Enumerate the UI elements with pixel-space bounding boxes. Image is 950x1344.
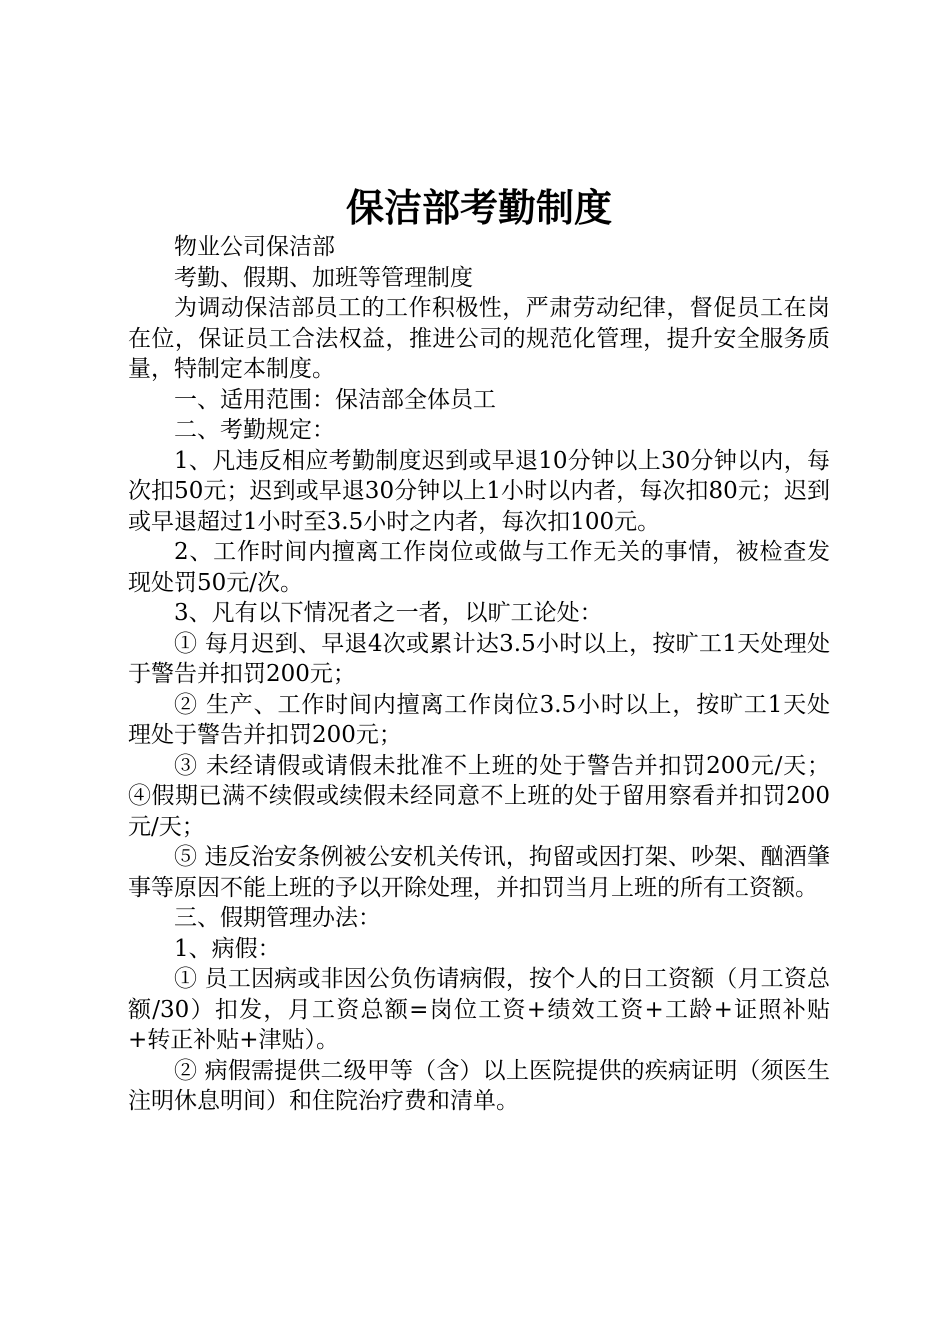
paragraph-item-2: ② 生产、工作时间内擅离工作岗位3.5小时以上，按旷工1天处理处于警告并扣罚200元； bbox=[128, 691, 830, 748]
paragraph-scope: 一、适用范围：保洁部全体员工 bbox=[174, 386, 496, 413]
paragraph-rule-1: 1、凡违反相应考勤制度迟到或早退10分钟以上30分钟以内，每次扣50元；迟到或早退30分钟以上1小时以内者，每次扣80元；迟到或早退超过1小时至3.5小时之内者，每次扣100元。 bbox=[128, 447, 830, 535]
paragraph-rule-3: 3、凡有以下情况者之一者，以旷工论处： bbox=[174, 600, 603, 626]
paragraph-leave-heading: 三、假期管理办法： bbox=[174, 905, 381, 931]
paragraph-department: 物业公司保洁部 bbox=[174, 234, 335, 260]
paragraph-item-3-4: ③ 未经请假或请假未批准不上班的处于警告并扣罚200元/天；④假期已满不续假或续假未经同意不上班的处于留用察看并扣罚200元/天； bbox=[128, 752, 830, 840]
paragraph-sick-leave: 1、病假： bbox=[174, 935, 281, 962]
document-body bbox=[128, 232, 830, 1117]
paragraph-attendance-heading: 二、考勤规定： bbox=[174, 417, 335, 443]
paragraph-rule-2: 2、工作时间内擅离工作岗位或做与工作无关的事情，被检查发现处罚50元/次。 bbox=[128, 539, 830, 596]
paragraph-purpose: 为调动保洁部员工的工作积极性，严肃劳动纪律，督促员工在岗在位，保证员工合法权益，推进公司的规范化管理，提升安全服务质量，特制定本制度。 bbox=[128, 295, 830, 382]
document-title: 保洁部考勤制度 bbox=[345, 185, 612, 230]
paragraph-sick-item-1: ① 员工因病或非因公负伤请病假，按个人的日工资额（月工资总额/30）扣发，月工资总额=岗位工资+绩效工资+工龄+证照补贴+转正补贴+津贴）。 bbox=[128, 966, 830, 1053]
paragraph-sick-item-2: ② 病假需提供二级甲等（含）以上医院提供的疾病证明（须医生注明休息明间）和住院治疗费和清单。 bbox=[128, 1057, 830, 1114]
paragraph-item-1: ① 每月迟到、早退4次或累计达3.5小时以上，按旷工1天处理处于警告并扣罚200元； bbox=[128, 630, 830, 687]
paragraph-item-5: ⑤ 违反治安条例被公安机关传讯，拘留或因打架、吵架、酗酒肇事等原因不能上班的予以开除处理，并扣罚当月上班的所有工资额。 bbox=[128, 844, 830, 901]
paragraph-subtitle: 考勤、假期、加班等管理制度 bbox=[174, 264, 473, 291]
